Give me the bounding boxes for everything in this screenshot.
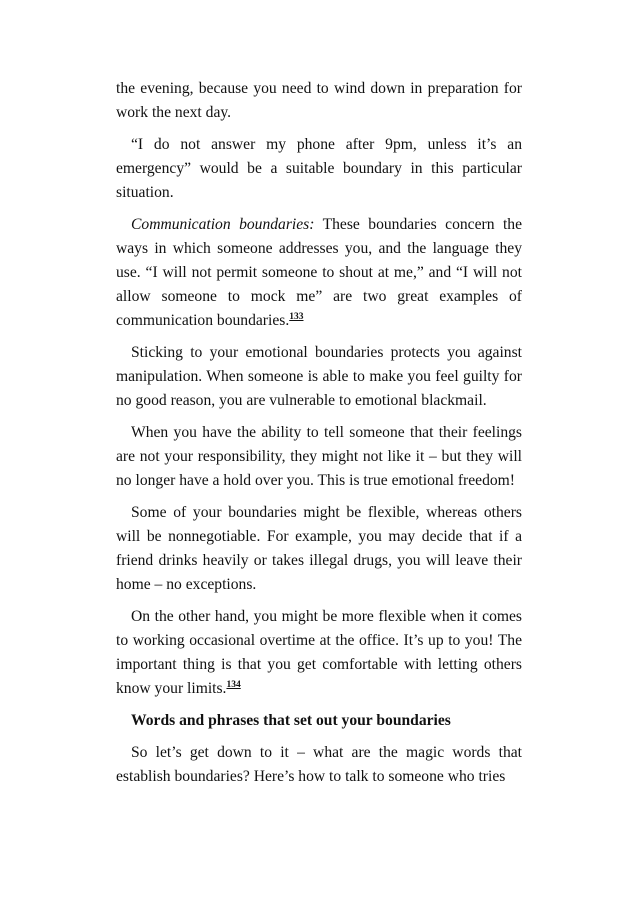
paragraph-communication-boundaries [116,213,522,333]
footnote-ref-133[interactable]: 133 [289,312,304,322]
paragraph-emotional-freedom: When you have the ability to tell someone that their feelings are not your responsibility, they might not like it – but they will no longer have a hold over you. This is true emotional freedom! [116,424,522,489]
document-page [116,77,522,797]
paragraph-manipulation: Sticking to your emotional boundaries protects you against manipulation. When someone is able to make you feel guilty for no good reason, you are vulnerable to emotional blackmail. [116,344,522,409]
section-heading: Words and phrases that set out your boundaries [131,712,451,729]
paragraph-phone-boundary: “I do not answer my phone after 9pm, unless it’s an emergency” would be a suitable boundary in this particular situation. [116,136,522,201]
term-communication-boundaries: Communication boundaries: [131,216,315,233]
paragraph-magic-words: So let’s get down to it – what are the magic words that establish boundaries? Here’s how to talk to someone who tries [116,744,522,785]
paragraph-communication-text: These boundaries concern the ways in which someone addresses you, and the language they use. “I will not permit someone to shout at me,” and “I will not allow someone to mock me” are two great examples of communication boundaries. [116,216,522,329]
paragraph-continuation: the evening, because you need to wind down in preparation for work the next day. [116,80,522,121]
paragraph-flexible-boundaries: Some of your boundaries might be flexible, whereas others will be nonnegotiable. For example, you may decide that if a friend drinks heavily or takes illegal drugs, you will leave their home – no exceptions. [116,504,522,593]
paragraph-overtime [116,605,522,701]
footnote-ref-134[interactable]: 134 [226,680,241,690]
paragraph-overtime-text: On the other hand, you might be more flexible when it comes to working occasional overtime at the office. It’s up to you! The important thing is that you get comfortable with letting others know your limits. [116,608,522,697]
